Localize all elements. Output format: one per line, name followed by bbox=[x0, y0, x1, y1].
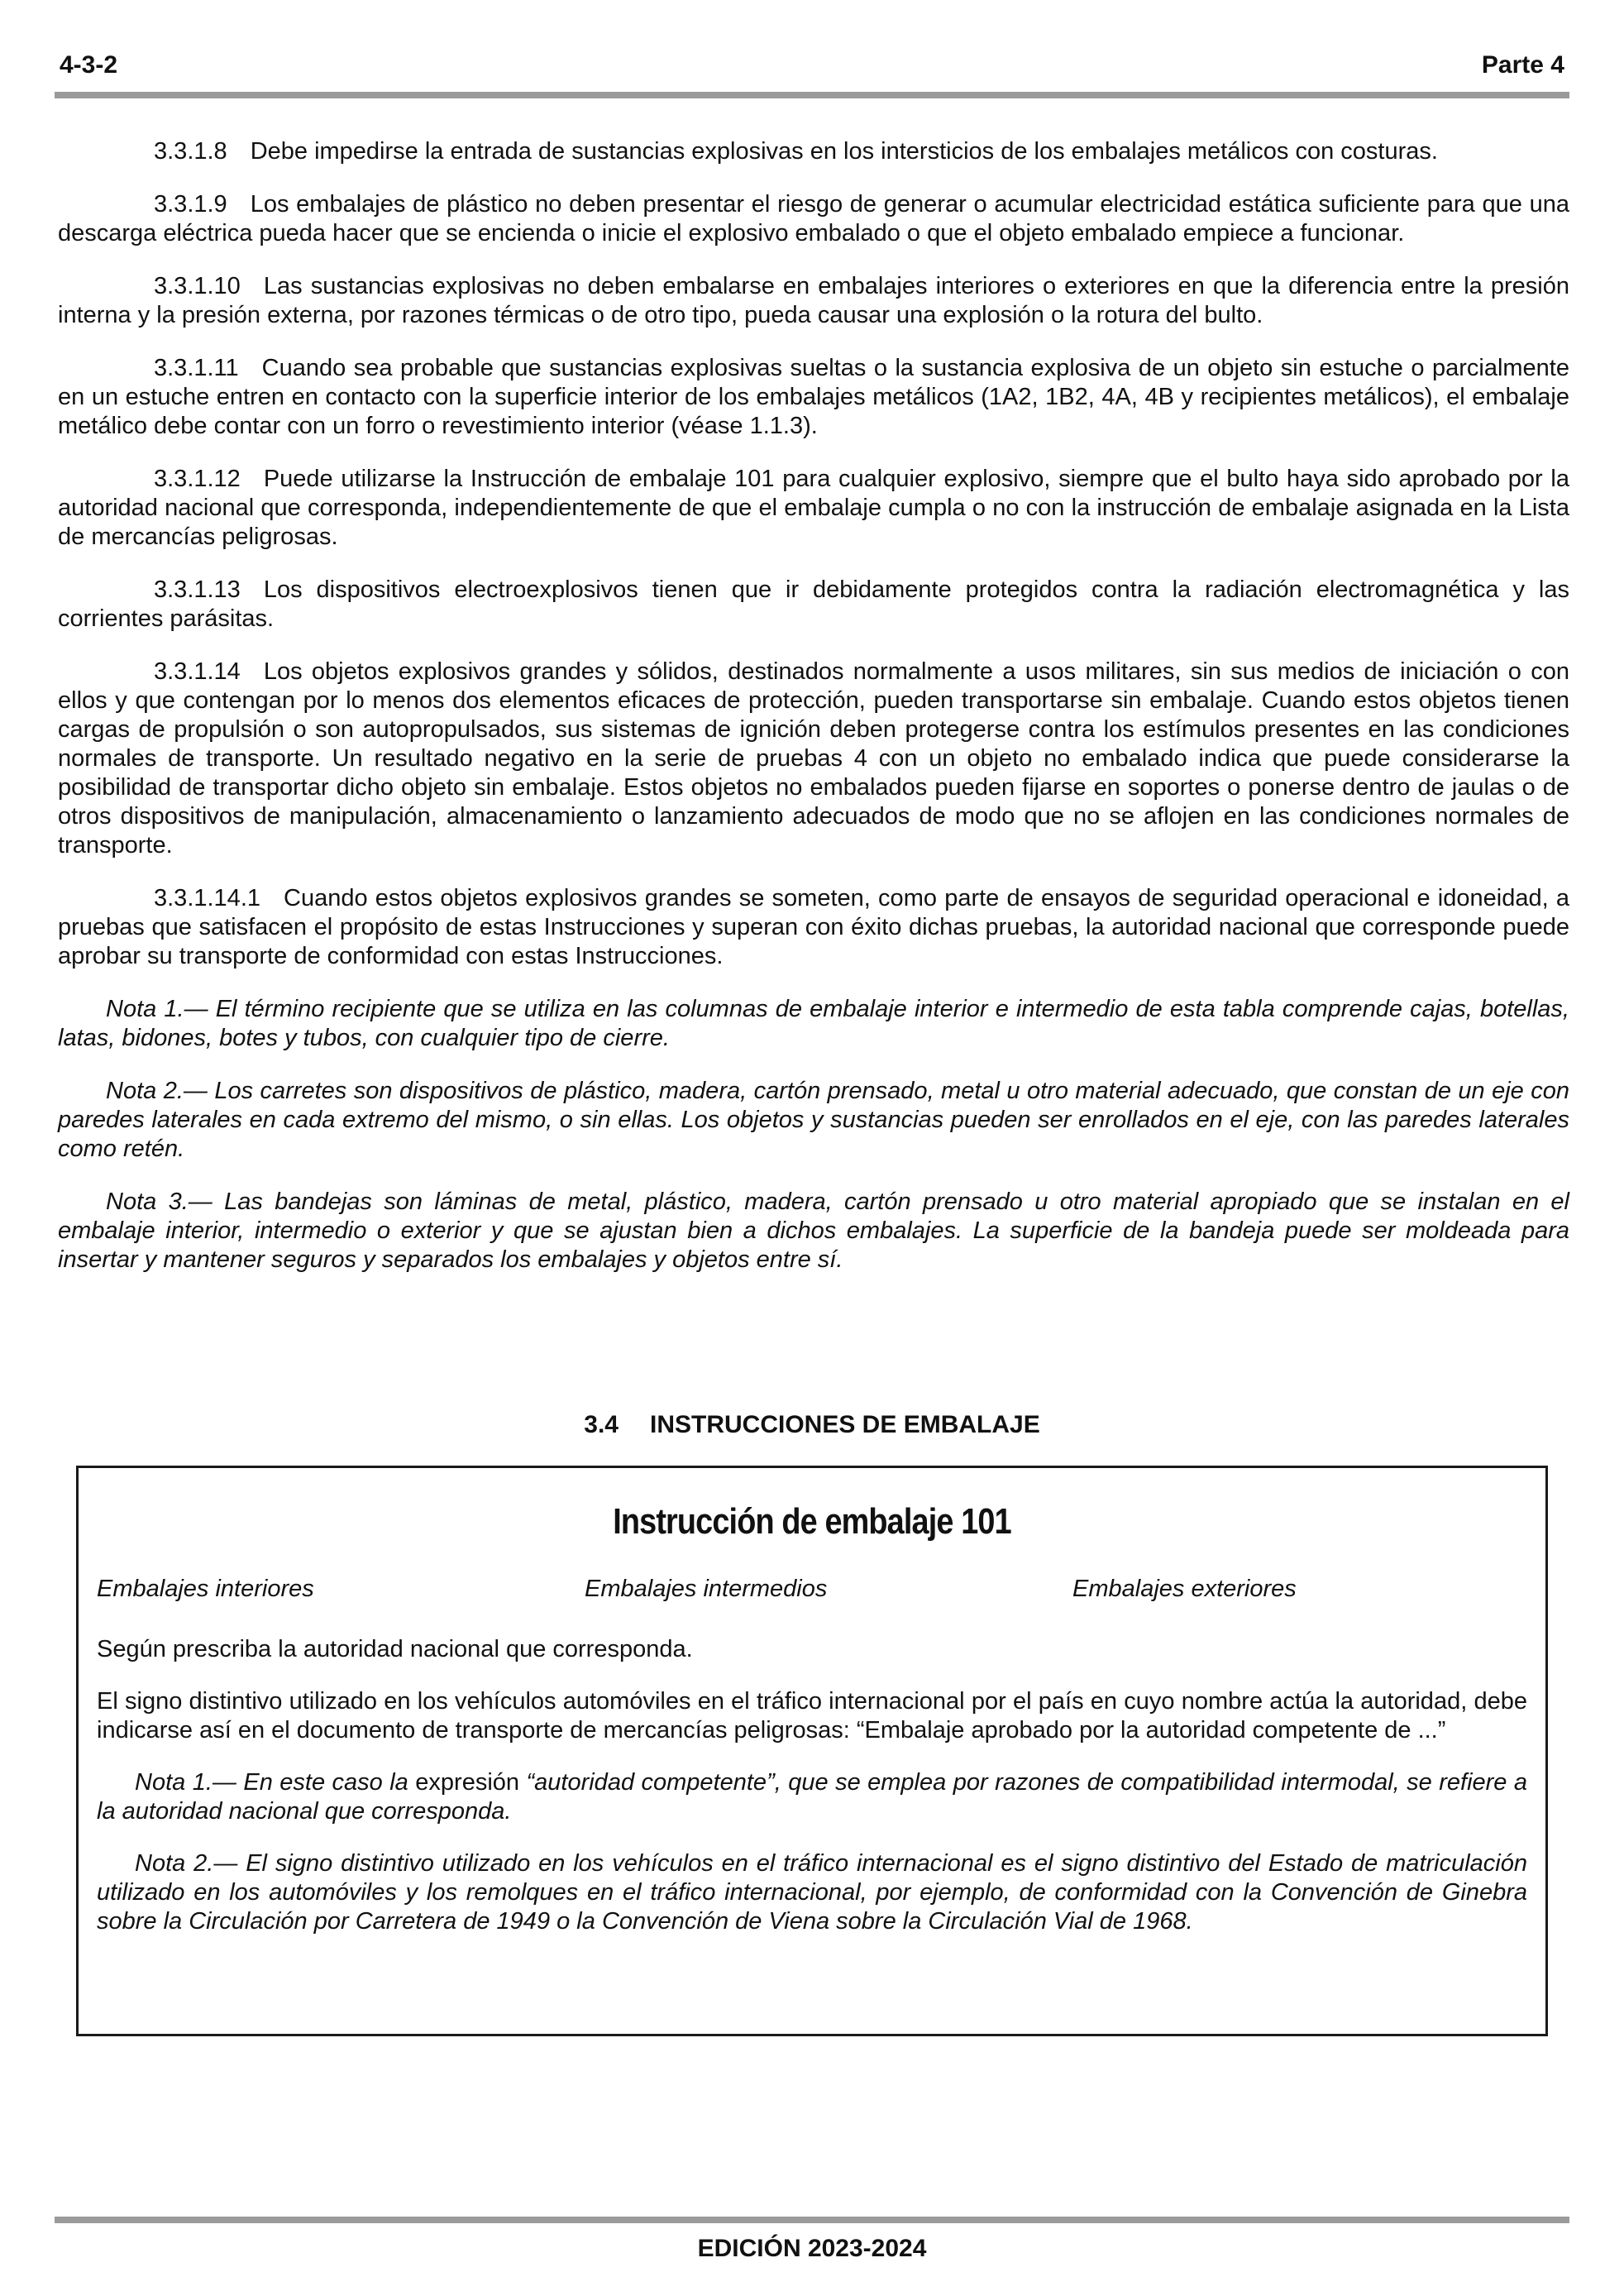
column-inner-packagings: Embalajes interiores bbox=[97, 1576, 314, 1602]
paragraph-3-3-1-13 bbox=[58, 576, 1569, 634]
note-3: Nota 3.— Las bandejas son láminas de metal, plástico, madera, cartón prensado u otro material apropiado que se instalan en el embalaje interior, intermedio o exterior y que se ajustan bien a dichos embalajes. La superficie de la bandeja puede ser moldeada para insertar y mantener seguros y separados los embalajes y objetos entre sí. bbox=[58, 1189, 1569, 1273]
part-label: Parte 4 bbox=[1481, 51, 1564, 79]
paragraph-number: 3.3.1.13 bbox=[154, 576, 241, 603]
paragraph-number: 3.3.1.14 bbox=[154, 658, 241, 685]
box-note-1-rest: “autoridad competente”, que se emplea por razones de compatibilidad intermodal, se refiere a la autoridad nacional que corresponda. bbox=[97, 1769, 1528, 1825]
section-number: 3.4 bbox=[584, 1411, 619, 1438]
page-number: 4-3-2 bbox=[60, 51, 118, 79]
section-heading bbox=[0, 1411, 1624, 1439]
packing-instruction-box bbox=[76, 1466, 1548, 2036]
paragraph-3-3-1-14 bbox=[58, 658, 1569, 860]
edition-footer: EDICIÓN 2023-2024 bbox=[697, 2235, 927, 2262]
box-note-1-upright: expresión bbox=[408, 1769, 527, 1796]
box-note-1 bbox=[97, 1768, 1527, 1826]
paragraph-number: 3.3.1.8 bbox=[154, 138, 227, 165]
page-header bbox=[55, 51, 1569, 84]
paragraph-3-3-1-8 bbox=[58, 137, 1569, 166]
paragraph-number: 3.3.1.12 bbox=[154, 466, 241, 492]
header-rule bbox=[55, 92, 1569, 98]
paragraph-text: Debe impedirse la entrada de sustancias explosivas en los intersticios de los embalajes metálicos con costuras. bbox=[250, 138, 1438, 165]
box-note-2: Nota 2.— El signo distintivo utilizado en los vehículos en el tráfico internacional es el signo distintivo del Estado de matriculación utilizado en los automóviles y los remolques en el tráfico internacional, por ejemplo, de conformidad con la Convención de Ginebra sobre la Circulación por Carretera de 1949 o la Convención de Viena sobre la Circulación Vial de 1968. bbox=[97, 1850, 1527, 1935]
paragraph-text: Los objetos explosivos grandes y sólidos, destinados normalmente a usos militares, sin sus medios de iniciación o con ellos y que contengan por lo menos dos elementos eficaces de protección, pueden transportarse sin embalaje. Cuando estos objetos tienen cargas de propulsión o son autopropulsados, sus sistemas de ignición deben protegerse contra los estímulos presentes en las condiciones normales de transporte. Un resultado negativo en la serie de pruebas 4 con un objeto no embalado indica que puede considerarse la posibilidad de transportar dicho objeto sin embalaje. Estos objetos no embalados pueden fijarse en soportes o ponerse dentro de jaulas o de otros dispositivos de manipulación, almacenamiento o lanzamiento adecuados de modo que no se aflojen en las condiciones normales de transporte. bbox=[58, 658, 1569, 859]
box-note-1-lead: Nota 1.— En este caso la bbox=[135, 1769, 408, 1796]
note-1: Nota 1.— El término recipiente que se utiliza en las columnas de embalaje interior e intermedio de esta tabla comprende cajas, botellas, latas, bidones, botes y tubos, con cualquier tipo de cierre. bbox=[58, 996, 1569, 1051]
paragraph-text: Puede utilizarse la Instrucción de embalaje 101 para cualquier explosivo, siempre que el bulto haya sido aprobado por la autoridad nacional que corresponda, independientemente de que el embalaje cumpla o no con la instrucción de embalaje asignada en la Lista de mercancías peligrosas. bbox=[58, 466, 1569, 550]
body-text bbox=[58, 137, 1569, 1299]
note-2: Nota 2.— Los carretes son dispositivos de plástico, madera, cartón prensado, metal u otro material adecuado, que constan de un eje con paredes laterales en cada extremo del mismo, o sin ellas. Los objetos y sustancias pueden ser enrollados en el eje, con las paredes laterales como retén. bbox=[58, 1078, 1569, 1162]
paragraph-text: Cuando estos objetos explosivos grandes se someten, como parte de ensayos de seguridad operacional e idoneidad, a pruebas que satisfacen el propósito de estas Instrucciones y superan con éxito dichas pruebas, la autoridad nacional que corresponde puede aprobar su transporte de conformidad con estas Instrucciones. bbox=[58, 885, 1569, 969]
packing-instruction-title: Instrucción de embalaje 101 bbox=[613, 1501, 1011, 1542]
box-paragraph-2: El signo distintivo utilizado en los vehículos automóviles en el tráfico internacional por el país en cuyo nombre actúa la autoridad, debe indicarse así en el documento de transporte de mercancías peligrosas: “Embalaje aprobado por la autoridad competente de ...” bbox=[97, 1688, 1527, 1744]
paragraph-number: 3.3.1.10 bbox=[154, 273, 241, 299]
paragraph-3-3-1-11 bbox=[58, 354, 1569, 441]
paragraph-text: Las sustancias explosivas no deben embalarse en embalajes interiores o exteriores en que la diferencia entre la presión interna y la presión externa, por razones térmicas o de otro tipo, pueda causar una explosión o la rotura del bulto. bbox=[58, 273, 1569, 328]
box-content bbox=[97, 1501, 1527, 1959]
paragraph-3-3-1-14-1 bbox=[58, 884, 1569, 971]
box-paragraph-1: Según prescriba la autoridad nacional que corresponda. bbox=[97, 1636, 693, 1662]
packaging-columns bbox=[97, 1576, 1527, 1605]
section-title-text: INSTRUCCIONES DE EMBALAJE bbox=[650, 1411, 1040, 1438]
paragraph-3-3-1-12 bbox=[58, 465, 1569, 552]
column-outer-packagings: Embalajes exteriores bbox=[1072, 1576, 1297, 1602]
paragraph-3-3-1-10 bbox=[58, 272, 1569, 330]
paragraph-text: Los embalajes de plástico no deben presentar el riesgo de generar o acumular electricidad estática suficiente para que una descarga eléctrica pueda hacer que se encienda o inicie el explosivo embalado o que el objeto embalado empiece a funcionar. bbox=[58, 191, 1569, 246]
paragraph-text: Los dispositivos electroexplosivos tienen que ir debidamente protegidos contra la radiación electromagnética y las corrientes parásitas. bbox=[58, 576, 1569, 632]
paragraph-text: Cuando sea probable que sustancias explosivas sueltas o la sustancia explosiva de un objeto sin estuche o parcialmente en un estuche entren en contacto con la superficie interior de los embalajes metálicos (1A2, 1B2, 4A, 4B y recipientes metálicos), el embalaje metálico debe contar con un forro o revestimiento interior (véase 1.1.3). bbox=[58, 355, 1569, 439]
paragraph-number: 3.3.1.9 bbox=[154, 191, 227, 218]
paragraph-number: 3.3.1.14.1 bbox=[154, 885, 260, 911]
footer-rule bbox=[55, 2217, 1569, 2223]
paragraph-number: 3.3.1.11 bbox=[154, 355, 239, 381]
paragraph-3-3-1-9 bbox=[58, 190, 1569, 248]
column-intermediate-packagings: Embalajes intermedios bbox=[585, 1576, 828, 1602]
